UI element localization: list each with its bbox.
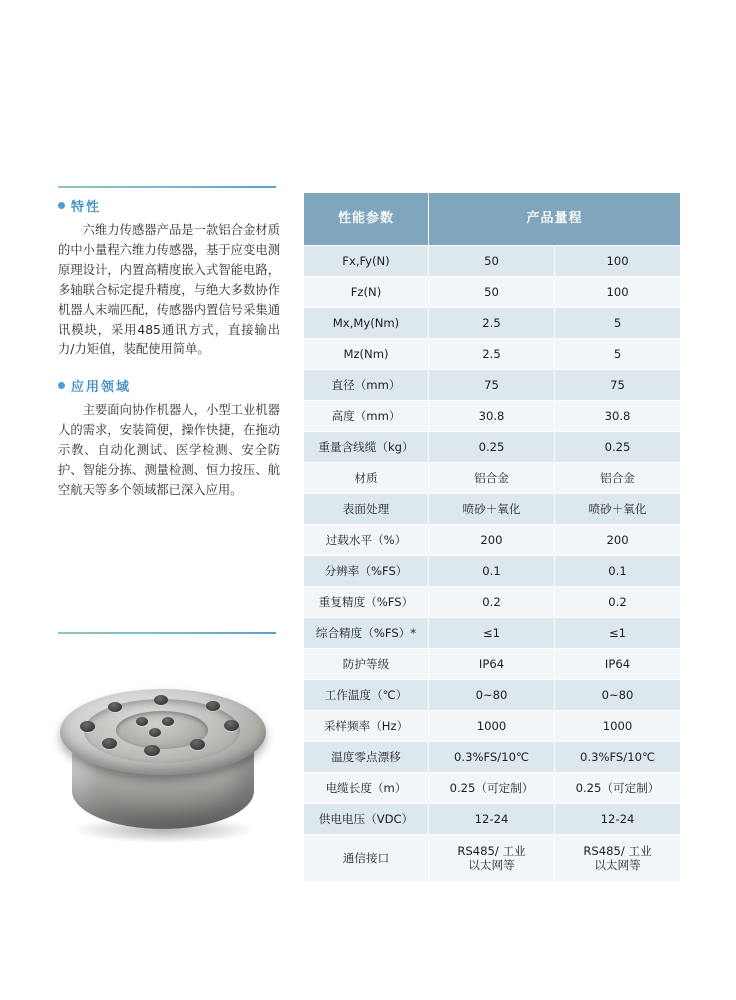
header-parameter: 性能参数	[304, 193, 429, 246]
row-value: 2.5	[429, 339, 555, 370]
row-label: Fx,Fy(N)	[304, 246, 429, 277]
row-value: ≤1	[555, 618, 681, 649]
row-value: 75	[429, 370, 555, 401]
row-value: 5	[555, 308, 681, 339]
row-value: 12-24	[555, 804, 681, 835]
row-value: 75	[555, 370, 681, 401]
bolt-hole	[144, 745, 160, 756]
row-value: 0.25（可定制）	[555, 773, 681, 804]
row-value: 1000	[555, 711, 681, 742]
row-label: 电缆长度（m）	[304, 773, 429, 804]
left-text-column	[58, 186, 280, 517]
row-label: 材质	[304, 463, 429, 494]
table-body	[304, 246, 681, 882]
table-row	[304, 649, 681, 680]
row-value: 5	[555, 339, 681, 370]
bolt-hole	[154, 695, 168, 705]
features-heading	[58, 196, 280, 215]
table-row	[304, 401, 681, 432]
table-row	[304, 339, 681, 370]
table-row	[304, 711, 681, 742]
table-row	[304, 742, 681, 773]
row-value: 0.3%FS/10℃	[555, 742, 681, 773]
table-row	[304, 246, 681, 277]
row-label: 高度（mm）	[304, 401, 429, 432]
row-value: 12-24	[429, 804, 555, 835]
row-value: 100	[555, 277, 681, 308]
row-value: 0.3%FS/10℃	[429, 742, 555, 773]
row-value: 0.25（可定制）	[429, 773, 555, 804]
row-value: RS485/ 工业 以太网等	[429, 835, 555, 882]
photo-divider	[58, 632, 276, 634]
bolt-hole	[190, 739, 205, 750]
bolt-hole	[80, 721, 95, 732]
table-row	[304, 680, 681, 711]
row-value: 2.5	[429, 308, 555, 339]
bolt-hole	[224, 720, 239, 731]
row-value: 200	[429, 525, 555, 556]
row-label: 直径（mm）	[304, 370, 429, 401]
row-label: 分辨率（%FS）	[304, 556, 429, 587]
center-hole	[149, 728, 161, 737]
bolt-hole	[102, 738, 117, 749]
table-row	[304, 835, 681, 882]
row-label: 供电电压（VDC）	[304, 804, 429, 835]
row-label: 通信接口	[304, 835, 429, 882]
row-label: 综合精度（%FS）*	[304, 618, 429, 649]
table-row	[304, 370, 681, 401]
row-value: 0~80	[429, 680, 555, 711]
table-row	[304, 432, 681, 463]
row-value: 铝合金	[555, 463, 681, 494]
row-label: Mz(Nm)	[304, 339, 429, 370]
row-label: Fz(N)	[304, 277, 429, 308]
row-value: 0.1	[429, 556, 555, 587]
row-value: 50	[429, 277, 555, 308]
row-label: 重量含线缆（kg）	[304, 432, 429, 463]
bolt-hole	[206, 701, 220, 711]
row-value: 喷砂＋氧化	[429, 494, 555, 525]
features-section	[58, 186, 280, 360]
table-row	[304, 463, 681, 494]
row-value: 100	[555, 246, 681, 277]
row-value: 50	[429, 246, 555, 277]
center-hole	[136, 717, 148, 726]
row-label: 温度零点漂移	[304, 742, 429, 773]
features-title: 特性	[71, 200, 102, 215]
spec-table-wrapper	[303, 192, 680, 882]
row-label: 表面处理	[304, 494, 429, 525]
features-body: 六维力传感器产品是一款铝合金材质的中小量程六维力传感器，基于应变电测原理设计，内置高精度嵌入式智能电路，多轴联合标定提升精度，与绝大多数协作机器人末端匹配，传感器内置信号采集通讯模块，采用485通讯方式，直接输出力/力矩值，装配使用简单。	[58, 223, 280, 357]
row-label: Mx,My(Nm)	[304, 308, 429, 339]
row-value: 0.2	[555, 587, 681, 618]
center-hole	[162, 717, 174, 726]
row-value: RS485/ 工业 以太网等	[555, 835, 681, 882]
row-label: 防护等级	[304, 649, 429, 680]
spec-table	[303, 192, 681, 882]
row-label: 过载水平（%）	[304, 525, 429, 556]
product-photo	[48, 655, 298, 865]
row-value: 0.25	[429, 432, 555, 463]
row-label: 工作温度（℃）	[304, 680, 429, 711]
row-value: ≤1	[429, 618, 555, 649]
bullet-icon	[58, 202, 65, 209]
bullet-icon	[58, 382, 65, 389]
table-row	[304, 525, 681, 556]
table-row	[304, 277, 681, 308]
row-label: 重复精度（%FS）	[304, 587, 429, 618]
row-value: IP64	[555, 649, 681, 680]
applications-section	[58, 376, 280, 501]
row-value: 0.1	[555, 556, 681, 587]
header-range: 产品量程	[429, 193, 681, 246]
table-row	[304, 308, 681, 339]
row-value: 0.25	[555, 432, 681, 463]
applications-body: 主要面向协作机器人，小型工业机器人的需求，安装简便，操作快捷，在拖动示教、自动化测试、医学检测、安全防护、智能分拣、测量检测、恒力按压、航空航天等多个领域都已深入应用。	[58, 403, 280, 497]
row-value: 30.8	[555, 401, 681, 432]
applications-heading	[58, 376, 280, 395]
row-label: 采样频率（Hz）	[304, 711, 429, 742]
sensor-illustration	[58, 665, 270, 845]
features-divider	[58, 186, 276, 188]
bolt-hole	[108, 702, 122, 712]
table-row	[304, 587, 681, 618]
row-value: 0.2	[429, 587, 555, 618]
table-row	[304, 804, 681, 835]
table-row	[304, 556, 681, 587]
table-row	[304, 618, 681, 649]
table-row	[304, 494, 681, 525]
row-value: IP64	[429, 649, 555, 680]
applications-title: 应用领域	[71, 380, 132, 396]
table-header-row	[304, 193, 681, 246]
row-value: 喷砂＋氧化	[555, 494, 681, 525]
row-value: 0~80	[555, 680, 681, 711]
table-row	[304, 773, 681, 804]
row-value: 30.8	[429, 401, 555, 432]
row-value: 200	[555, 525, 681, 556]
row-value: 铝合金	[429, 463, 555, 494]
row-value: 1000	[429, 711, 555, 742]
